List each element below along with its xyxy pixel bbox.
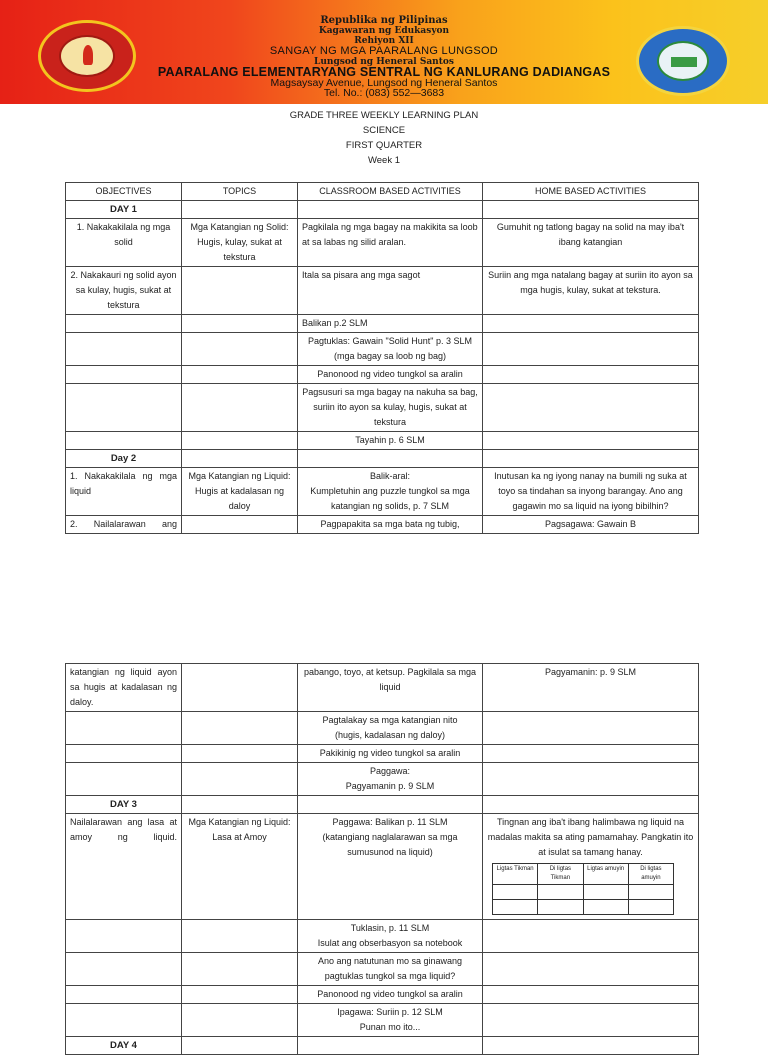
classroom-activity-cell: Pagkilala ng mga bagay na makikita sa loob at sa labas ng silid aralan. <box>298 219 483 267</box>
table-row <box>66 664 699 712</box>
mini-row <box>493 885 674 900</box>
learning-plan-table-continued <box>65 663 699 1055</box>
table-row <box>66 712 699 745</box>
day-label: DAY 4 <box>66 1037 182 1055</box>
header-republic: Republika ng Pilipinas <box>320 15 448 26</box>
objective-cell: 1. Nakakakilala ng mga liquid <box>66 468 182 516</box>
home-activity-text: Tingnan ang iba't ibang halimbawa ng liquid na madalas makita sa ating pamamahay. Pangkatin ito at isulat sa tamang hanay. <box>487 817 694 857</box>
header-telephone: Tel. No.: (083) 552—3683 <box>323 87 445 99</box>
home-activity-cell <box>483 814 699 920</box>
table-row <box>66 814 699 920</box>
plan-subject: SCIENCE <box>362 125 406 136</box>
classroom-activity-cell: pabango, toyo, at ketsup. Pagkilala sa mga liquid <box>298 664 483 712</box>
classroom-activity-cell: Ipagawa: Suriin p. 12 SLM Punan mo ito... <box>298 1004 483 1037</box>
table-row <box>66 1037 699 1055</box>
topic-cell: Mga Katangian ng Liquid: Lasa at Amoy <box>182 814 298 920</box>
plan-week: Week 1 <box>367 155 401 166</box>
column-header: HOME BASED ACTIVITIES <box>483 183 699 201</box>
table-row <box>66 366 699 384</box>
mini-header: Di ligtas Tikman <box>538 864 583 885</box>
header-division: SANGAY NG MGA PAARALANG LUNGSOD <box>269 45 499 57</box>
classroom-activity-cell: Balik-aral: Kumpletuhin ang puzzle tungkol sa mga katangian ng solids, p. 7 SLM <box>298 468 483 516</box>
classroom-activity-cell: Tuklasin, p. 11 SLM Isulat ang obserbasyon sa notebook <box>298 920 483 953</box>
home-activity-cell: Suriin ang mga natalang bagay at suriin ito ayon sa mga hugis, kulay, sukat at tekstura. <box>483 267 699 315</box>
table-row <box>66 201 699 219</box>
column-header: CLASSROOM BASED ACTIVITIES <box>298 183 483 201</box>
day-label: DAY 3 <box>66 796 182 814</box>
classroom-activity-cell: Pagsusuri sa mga bagay na nakuha sa bag, suriin ito ayon sa kulay, hugis, sukat at tekstura <box>298 384 483 432</box>
objective-cell: 2. Nakakauri ng solid ayon sa kulay, hugis, sukat at tekstura <box>66 267 182 315</box>
column-header: TOPICS <box>182 183 298 201</box>
table-row <box>66 796 699 814</box>
classroom-activity-cell: Itala sa pisara ang mga sagot <box>298 267 483 315</box>
table-row <box>66 745 699 763</box>
classroom-activity-cell: Ano ang natutunan mo sa ginawang pagtuklas tungkol sa mga liquid? <box>298 953 483 986</box>
header-address: Magsaysay Avenue, Lungsod ng Heneral Santos <box>270 77 498 89</box>
topic-cell: Mga Katangian ng Solid: Hugis, kulay, sukat at tekstura <box>182 219 298 267</box>
classroom-activity-cell: Pagtalakay sa mga katangian nito (hugis, kadalasan ng daloy) <box>298 712 483 745</box>
classroom-activity-cell: Tayahin p. 6 SLM <box>298 432 483 450</box>
table-row <box>66 315 699 333</box>
topic-cell: Mga Katangian ng Liquid: Hugis at kadalasan ng daloy <box>182 468 298 516</box>
classroom-activity-cell: Balikan p.2 SLM <box>298 315 483 333</box>
home-activity-cell: Pagyamanin: p. 9 SLM <box>483 664 699 712</box>
objective-cell: Nailalarawan ang lasa at amoy ng liquid. <box>66 814 182 920</box>
table-row <box>66 333 699 366</box>
mini-header: Ligtas amuyin <box>583 864 628 885</box>
header-department: Kagawaran ng Edukasyon <box>318 26 450 36</box>
home-activity-cell: Gumuhit ng tatlong bagay na solid na may iba't ibang katangian <box>483 219 699 267</box>
plan-quarter: FIRST QUARTER <box>345 140 423 151</box>
plan-title: GRADE THREE WEEKLY LEARNING PLAN <box>289 110 479 121</box>
mini-row <box>493 900 674 915</box>
header-city: Lungsod ng Heneral Santos <box>314 57 454 67</box>
column-header: OBJECTIVES <box>66 183 182 201</box>
home-activity-cell: Inutusan ka ng iyong nanay na bumili ng suka at toyo sa tindahan sa inyong barangay. Ano ang gagawin mo sa liquid na iyong bibilhin? <box>483 468 699 516</box>
header-region: Rehiyon XII <box>354 36 414 46</box>
table-row <box>66 516 699 534</box>
table-row <box>66 953 699 986</box>
liquid-sorting-table <box>492 863 674 915</box>
table-row <box>66 920 699 953</box>
table-header-row <box>66 183 699 201</box>
objective-cell: 1. Nakakakilala ng mga solid <box>66 219 182 267</box>
day-label: Day 2 <box>66 450 182 468</box>
table-row <box>66 1004 699 1037</box>
classroom-activity-cell: Paggawa: Balikan p. 11 SLM (katangiang naglalarawan sa mga sumusunod na liquid) <box>298 814 483 920</box>
classroom-activity-cell: Panonood ng video tungkol sa aralin <box>298 366 483 384</box>
table-row <box>66 763 699 796</box>
home-activity-cell: Pagsagawa: Gawain B <box>483 516 699 534</box>
table-row <box>66 432 699 450</box>
objective-cell: 2. Nailalarawan ang <box>66 516 182 534</box>
classroom-activity-cell: Pagtuklas: Gawain "Solid Hunt" p. 3 SLM (mga bagay sa loob ng bag) <box>298 333 483 366</box>
learning-plan-table <box>65 182 699 534</box>
table-row <box>66 267 699 315</box>
header-banner <box>0 0 768 104</box>
classroom-activity-cell: Pagpapakita sa mga bata ng tubig, <box>298 516 483 534</box>
table-row <box>66 450 699 468</box>
table-row <box>66 468 699 516</box>
header-school-name: PAARALANG ELEMENTARYANG SENTRAL NG KANLURANG DADIANGAS <box>157 65 611 79</box>
classroom-activity-cell: Panonood ng video tungkol sa aralin <box>298 986 483 1004</box>
table-row <box>66 986 699 1004</box>
classroom-activity-cell: Paggawa: Pagyamanin p. 9 SLM <box>298 763 483 796</box>
classroom-activity-cell: Pakikinig ng video tungkol sa aralin <box>298 745 483 763</box>
mini-header: Di ligtas amuyin <box>628 864 673 885</box>
table-row <box>66 219 699 267</box>
day-label: DAY 1 <box>66 201 182 219</box>
table-row <box>66 384 699 432</box>
mini-header-row <box>493 864 674 885</box>
objective-cell: katangian ng liquid ayon sa hugis at kadalasan ng daloy. <box>66 664 182 712</box>
mini-header: Ligtas Tikman <box>493 864 538 885</box>
